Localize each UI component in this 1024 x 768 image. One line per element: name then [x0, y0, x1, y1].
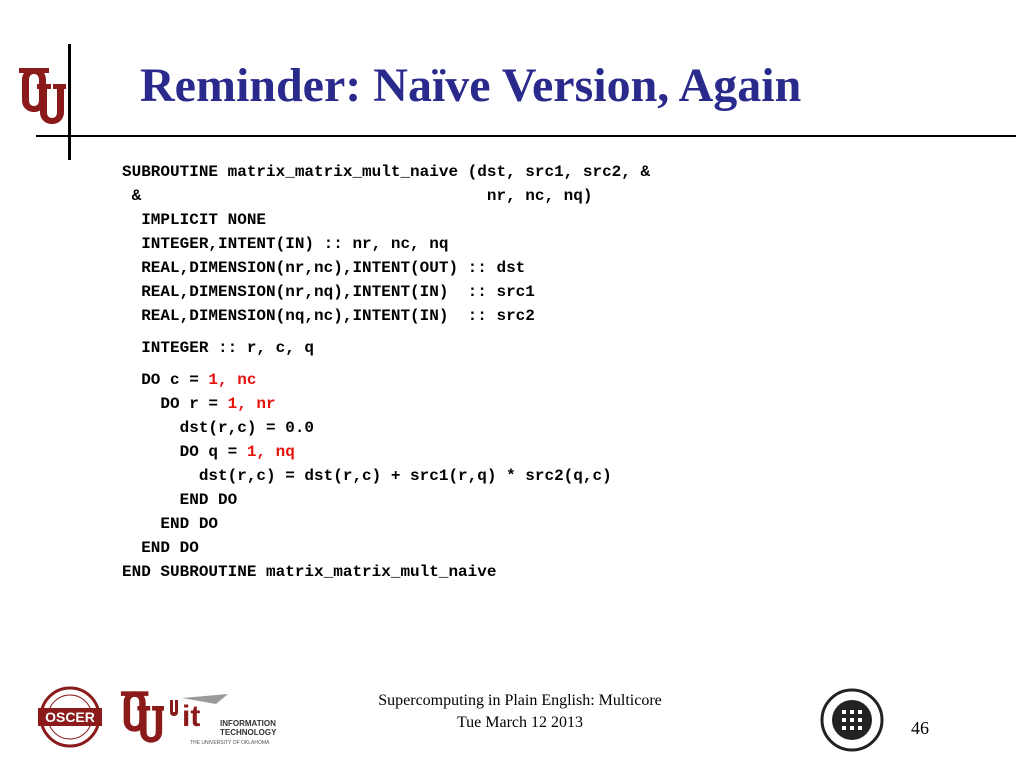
code-text: dst(r,c) = dst(r,c) + src1(r,q) * src2(q,c) [122, 467, 612, 485]
code-gap [122, 360, 650, 368]
code-text: & nr, nc, nq) [122, 187, 593, 205]
code-line [122, 336, 650, 360]
code-text: END DO [122, 539, 199, 557]
code-text: END DO [122, 491, 238, 509]
code-block [122, 160, 650, 584]
code-text: DO c = [122, 371, 209, 389]
svg-text:it: it [182, 700, 201, 733]
code-line [122, 280, 650, 304]
code-text: SUBROUTINE matrix_matrix_mult_naive (dst, src1, src2, & [122, 163, 651, 181]
code-text: END SUBROUTINE matrix_matrix_mult_naive [122, 563, 497, 581]
code-text: INTEGER :: r, c, q [122, 339, 315, 357]
svg-text:OSCER: OSCER [45, 709, 95, 725]
code-line [122, 368, 650, 392]
code-highlight: 1, nr [227, 395, 276, 413]
ou-logo [18, 66, 66, 126]
information-technology-logo [168, 690, 288, 746]
svg-text:TECHNOLOGY: TECHNOLOGY [220, 728, 277, 737]
code-line [122, 464, 650, 488]
page-number: 46 [911, 718, 929, 738]
code-line [122, 160, 650, 184]
code-highlight: 1, nc [208, 371, 257, 389]
slide-footer [300, 690, 740, 734]
code-highlight: 1, nq [246, 443, 295, 461]
code-line [122, 440, 650, 464]
code-text: REAL,DIMENSION(nr,nc),INTENT(OUT) :: dst [122, 259, 526, 277]
code-text: INTEGER,INTENT(IN) :: nr, nc, nq [122, 235, 449, 253]
code-line [122, 256, 650, 280]
code-line [122, 416, 650, 440]
code-text: REAL,DIMENSION(nr,nq),INTENT(IN) :: src1 [122, 283, 535, 301]
svg-text:INFORMATION: INFORMATION [220, 719, 276, 728]
slide-title: Reminder: Naïve Version, Again [140, 59, 802, 112]
code-text: DO r = [122, 395, 228, 413]
code-line [122, 208, 650, 232]
code-gap [122, 328, 650, 336]
code-line [122, 536, 650, 560]
header-horizontal-rule [36, 135, 1016, 137]
code-text: DO q = [122, 443, 247, 461]
code-line [122, 560, 650, 584]
footer-date: Tue March 12 2013 [456, 714, 584, 731]
code-line [122, 488, 650, 512]
code-line [122, 184, 650, 208]
code-text: REAL,DIMENSION(nq,nc),INTENT(IN) :: src2 [122, 307, 535, 325]
code-text: IMPLICIT NONE [122, 211, 267, 229]
svg-text:THE UNIVERSITY OF OKLAHOMA: THE UNIVERSITY OF OKLAHOMA [190, 740, 270, 746]
header-vertical-rule [68, 44, 71, 160]
code-line [122, 232, 650, 256]
code-text: END DO [122, 515, 219, 533]
code-text: dst(r,c) = 0.0 [122, 419, 315, 437]
code-line [122, 512, 650, 536]
ou-footer-logo [120, 688, 164, 746]
code-line [122, 392, 650, 416]
footer-course-title: Supercomputing in Plain English: Multicore [378, 692, 662, 709]
supercomputing-logo [818, 688, 886, 752]
oscer-logo [24, 686, 116, 748]
code-line [122, 304, 650, 328]
